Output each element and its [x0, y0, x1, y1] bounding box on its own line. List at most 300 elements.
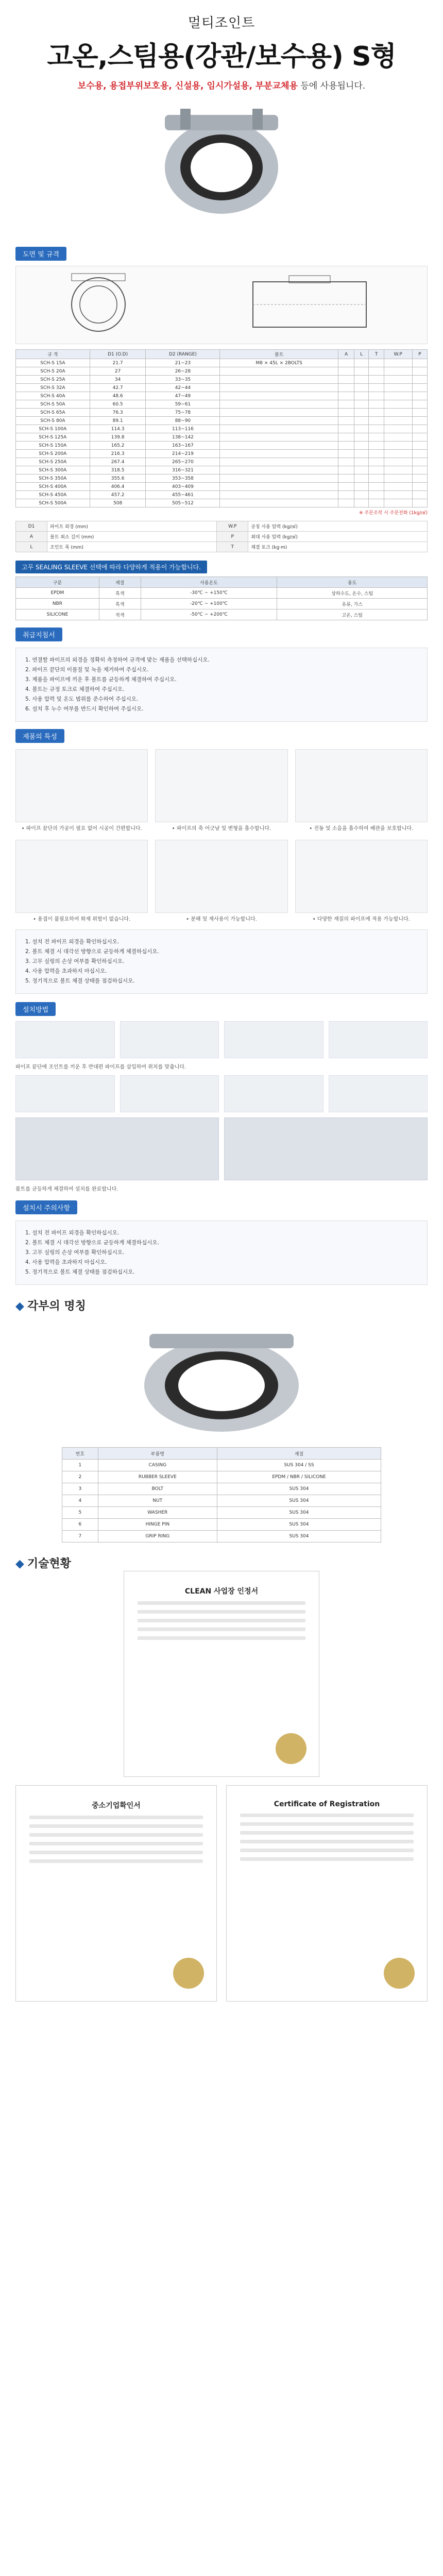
table-cell [354, 466, 369, 474]
table-cell [338, 483, 354, 491]
table-cell: 47~49 [146, 392, 220, 400]
install-step-7 [224, 1075, 323, 1112]
table-cell: SILICONE [16, 609, 99, 620]
table-cell: SCH-S 500A [16, 499, 90, 507]
install-caption-2: 볼트를 균등하게 체결하여 설치를 완료합니다. [15, 1187, 118, 1192]
table-row [62, 1460, 381, 1471]
table-cell: 265~270 [146, 458, 220, 466]
list-item: 2. 볼트 체결 시 대각선 방향으로 균등하게 체결하십시오. [25, 1240, 159, 1246]
table-cell: NBR [16, 599, 99, 609]
table-header: A [338, 350, 354, 359]
table-cell [220, 442, 338, 450]
table-row [16, 376, 428, 384]
table-cell [384, 466, 412, 474]
table-cell [220, 417, 338, 425]
feature-caption: • 진동 및 소음을 흡수하여 배관을 보호합니다. [309, 826, 414, 832]
table-cell [412, 367, 427, 376]
table-cell: GRIP RING [98, 1531, 217, 1543]
table-cell [384, 400, 412, 409]
install-caption: 파이프 끝단에 조인트를 끼운 후 반대편 파이프를 삽입하여 위치를 맞춥니다. [15, 1064, 186, 1070]
sealing-table [15, 577, 428, 620]
table-cell [220, 409, 338, 417]
table-cell [412, 425, 427, 433]
cert-sme [15, 1785, 217, 2002]
table-cell: 163~167 [146, 442, 220, 450]
table-cell: 316~321 [146, 466, 220, 474]
cert-grid [15, 1785, 428, 2002]
install-step-1 [15, 1021, 115, 1058]
table-cell: -30℃ ~ +150℃ [141, 588, 277, 599]
table-cell: 26~28 [146, 367, 220, 376]
table-cell [369, 433, 384, 442]
list-item: 6. 설치 후 누수 여부를 반드시 확인하여 주십시오. [25, 706, 144, 712]
table-header: P [412, 350, 427, 359]
table-cell [369, 483, 384, 491]
section-spec: 도면 및 규격 [15, 247, 66, 261]
list-item: 1. 설치 전 파이프 외경을 확인하십시오. [25, 1230, 120, 1236]
table-cell [412, 466, 427, 474]
table-row [62, 1507, 381, 1519]
table-cell [412, 400, 427, 409]
table-cell: SUS 304 [217, 1483, 381, 1495]
product-title: 고온,스팀용(강관/보수용) S형 [47, 41, 396, 72]
table-cell: 3 [62, 1483, 98, 1495]
table-cell [220, 458, 338, 466]
table-cell: 139.8 [90, 433, 146, 442]
table-cell [354, 400, 369, 409]
table-cell: SCH-S 400A [16, 483, 90, 491]
spec-table [15, 349, 428, 507]
table-header: D2 (RANGE) [146, 350, 220, 359]
table-row [16, 609, 428, 620]
table-header: 볼트 [220, 350, 338, 359]
table-cell [220, 499, 338, 507]
table-cell: SCH-S 20A [16, 367, 90, 376]
table-cell [338, 425, 354, 433]
table-cell [338, 442, 354, 450]
feature-image [295, 749, 428, 822]
table-row [16, 499, 428, 507]
table-cell: SCH-S 50A [16, 400, 90, 409]
table-cell [369, 458, 384, 466]
table-cell [369, 359, 384, 367]
table-cell: 34 [90, 376, 146, 384]
install-step-2 [120, 1021, 219, 1058]
table-cell: HINGE PIN [98, 1519, 217, 1531]
table-cell: SCH-S 100A [16, 425, 90, 433]
list-item: 4. 사용 압력을 초과하지 마십시오. [25, 968, 107, 974]
feature-card [155, 749, 287, 833]
table-row [62, 1519, 381, 1531]
table-cell: 유류, 가스 [277, 599, 428, 609]
legend-row [16, 532, 428, 542]
cert-clean [124, 1571, 319, 1777]
parts-table [62, 1447, 381, 1543]
feature-image [15, 840, 148, 913]
table-cell [369, 400, 384, 409]
install-step-8 [329, 1075, 428, 1112]
table-cell [369, 417, 384, 425]
table-cell: 508 [90, 499, 146, 507]
table-row [62, 1471, 381, 1483]
table-row [16, 466, 428, 474]
table-cell [369, 442, 384, 450]
section-usage-notes: 취급지침서 [15, 628, 62, 641]
table-row [16, 458, 428, 466]
table-cell [384, 367, 412, 376]
table-cell: SCH-S 125A [16, 433, 90, 442]
table-row [16, 417, 428, 425]
table-header: 용도 [277, 577, 428, 588]
section-precautions: 설치시 주의사항 [15, 1200, 77, 1214]
table-cell [369, 376, 384, 384]
legend-cell: 공칭 사용 압력 (kg/㎠) [248, 521, 428, 532]
list-item: 4. 사용 압력을 초과하지 마십시오. [25, 1259, 107, 1265]
product-tagline [0, 78, 443, 91]
table-cell: SCH-S 25A [16, 376, 90, 384]
bullet-icon: ◆ [15, 1300, 24, 1313]
table-cell [220, 491, 338, 499]
table-row [62, 1483, 381, 1495]
notes-list [15, 929, 428, 994]
table-cell: 4 [62, 1495, 98, 1507]
feature-image [155, 749, 287, 822]
table-header: 번호 [62, 1448, 98, 1460]
table-row [16, 450, 428, 458]
table-cell: 6 [62, 1519, 98, 1531]
table-cell [354, 367, 369, 376]
table-cell: 138~142 [146, 433, 220, 442]
table-cell [354, 359, 369, 367]
feature-caption: • 파이프의 축 어긋남 및 변형을 흡수합니다. [172, 826, 271, 832]
install-photo-2 [224, 1117, 428, 1180]
install-strip-2 [15, 1075, 428, 1112]
table-row [16, 474, 428, 483]
hero [0, 0, 443, 240]
table-cell: 고온, 스팀 [277, 609, 428, 620]
table-cell [354, 417, 369, 425]
table-cell [354, 458, 369, 466]
table-row [16, 359, 428, 367]
table-row [16, 400, 428, 409]
table-cell [369, 392, 384, 400]
table-cell [384, 491, 412, 499]
table-header: 재질 [99, 577, 141, 588]
table-header: 규 격 [16, 350, 90, 359]
cert-title: 중소기업확인서 [92, 1802, 141, 1810]
legend-cell: 체결 토크 (kg·m) [248, 542, 428, 552]
table-cell [369, 466, 384, 474]
features-grid [15, 749, 428, 923]
table-cell: RUBBER SLEEVE [98, 1471, 217, 1483]
table-cell [338, 384, 354, 392]
table-cell [412, 442, 427, 450]
feature-image [155, 840, 287, 913]
table-cell [220, 483, 338, 491]
table-cell [412, 433, 427, 442]
list-item: 2. 파이프 끝단의 이물질 및 녹을 제거하여 주십시오. [25, 667, 149, 673]
table-cell [338, 400, 354, 409]
table-cell [338, 433, 354, 442]
feature-caption: • 파이프 끝단의 가공이 필요 없어 시공이 간편합니다. [21, 826, 142, 832]
table-cell: SCH-S 150A [16, 442, 90, 450]
table-cell [369, 491, 384, 499]
list-item: 5. 정기적으로 볼트 체결 상태를 점검하십시오. [25, 978, 135, 984]
table-cell [412, 384, 427, 392]
table-cell [338, 458, 354, 466]
feature-card [155, 840, 287, 923]
table-row [16, 491, 428, 499]
list-item: 5. 사용 압력 및 온도 범위를 준수하여 주십시오. [25, 696, 139, 702]
cert-title: Certificate of Registration [274, 1800, 380, 1808]
table-cell: 214~219 [146, 450, 220, 458]
table-cell [384, 409, 412, 417]
dimension-drawing [15, 266, 428, 344]
table-row [62, 1531, 381, 1543]
tagline-uses: 보수용, 용접부위보호용, 신설용, 임시가설용, 부분교체용 [77, 81, 298, 91]
table-cell: 89.1 [90, 417, 146, 425]
install-photos [15, 1117, 428, 1180]
table-cell: SUS 304 / SS [217, 1460, 381, 1471]
install-section [15, 1002, 428, 1192]
table-cell [354, 491, 369, 499]
table-cell [384, 392, 412, 400]
product-image [149, 100, 294, 229]
table-cell: SCH-S 200A [16, 450, 90, 458]
table-cell: SCH-S 300A [16, 466, 90, 474]
usage-notes-list [15, 648, 428, 722]
table-cell [384, 433, 412, 442]
table-cell [338, 392, 354, 400]
table-cell: 48.6 [90, 392, 146, 400]
table-cell [354, 433, 369, 442]
table-cell [338, 359, 354, 367]
table-header: D1 (O.D) [90, 350, 146, 359]
table-cell [369, 450, 384, 458]
table-cell [412, 376, 427, 384]
table-cell: SUS 304 [217, 1531, 381, 1543]
table-row [16, 442, 428, 450]
table-cell: SCH-S 250A [16, 458, 90, 466]
table-cell [369, 425, 384, 433]
install-photo-1 [15, 1117, 219, 1180]
table-cell [354, 450, 369, 458]
table-row [16, 588, 428, 599]
list-item: 1. 설치 전 파이프 외경을 확인하십시오. [25, 939, 120, 945]
feature-card [295, 840, 428, 923]
table-cell: -20℃ ~ +100℃ [141, 599, 277, 609]
table-cell: 165.2 [90, 442, 146, 450]
table-cell [220, 474, 338, 483]
list-item: 5. 정기적으로 볼트 체결 상태를 점검하십시오. [25, 1269, 135, 1275]
table-cell [384, 376, 412, 384]
table-cell: 406.4 [90, 483, 146, 491]
table-cell: 5 [62, 1507, 98, 1519]
table-header: T [369, 350, 384, 359]
legend-cell: 파이프 외경 (mm) [47, 521, 217, 532]
table-cell [220, 450, 338, 458]
table-row [16, 367, 428, 376]
feature-caption: • 다양한 재질의 파이프에 적용 가능합니다. [312, 917, 410, 922]
legend-cell: 조인트 폭 (mm) [47, 542, 217, 552]
legend-cell: P [217, 532, 248, 542]
table-cell [354, 376, 369, 384]
feature-caption: • 분해 및 재사용이 가능합니다. [186, 917, 257, 922]
table-cell [338, 417, 354, 425]
table-cell: 33~35 [146, 376, 220, 384]
section-features: 제품의 특성 [15, 729, 64, 743]
drawing-svg [16, 266, 427, 343]
table-cell: 75~78 [146, 409, 220, 417]
tech-title: 기술현황 [27, 1557, 71, 1570]
table-cell: SUS 304 [217, 1519, 381, 1531]
table-cell: 27 [90, 367, 146, 376]
table-cell [354, 483, 369, 491]
table-cell: 21.7 [90, 359, 146, 367]
table-cell: 216.3 [90, 450, 146, 458]
table-cell [412, 499, 427, 507]
table-header: 재질 [217, 1448, 381, 1460]
legend-cell: A [16, 532, 47, 542]
table-cell: 42.7 [90, 384, 146, 392]
table-cell [220, 376, 338, 384]
table-row [16, 483, 428, 491]
legend-cell: 볼트 최소 길이 (mm) [47, 532, 217, 542]
table-cell [369, 499, 384, 507]
table-cell [338, 409, 354, 417]
table-cell: 76.3 [90, 409, 146, 417]
table-cell: SUS 304 [217, 1507, 381, 1519]
tagline-tail: 등에 사용됩니다. [298, 81, 366, 91]
section-sealing: 고무 SEALING SLEEVE 선택에 따라 다양하게 적용이 가능합니다. [15, 561, 207, 573]
table-cell: SCH-S 450A [16, 491, 90, 499]
table-cell [354, 384, 369, 392]
table-header: 부품명 [98, 1448, 217, 1460]
install-step-3 [224, 1021, 323, 1058]
table-cell: SCH-S 15A [16, 359, 90, 367]
table-cell: 7 [62, 1531, 98, 1543]
table-cell: SUS 304 [217, 1495, 381, 1507]
table-cell: SCH-S 32A [16, 384, 90, 392]
table-cell: 2 [62, 1471, 98, 1483]
table-cell: WASHER [98, 1507, 217, 1519]
parts-svg [93, 1318, 350, 1442]
install-step-6 [120, 1075, 219, 1112]
table-row [16, 392, 428, 400]
tech-heading [15, 1555, 428, 1571]
legend-cell: L [16, 542, 47, 552]
table-cell [220, 400, 338, 409]
table-cell: CASING [98, 1460, 217, 1471]
table-cell [384, 474, 412, 483]
table-cell: M8 × 45L × 2BOLTS [220, 359, 338, 367]
table-cell [369, 409, 384, 417]
table-cell: 흑색 [99, 599, 141, 609]
list-item: 2. 볼트 체결 시 대각선 방향으로 균등하게 체결하십시오. [25, 948, 159, 955]
table-cell [220, 466, 338, 474]
precautions-list [15, 1221, 428, 1285]
table-cell [384, 384, 412, 392]
coupling-illustration [149, 100, 294, 229]
table-cell [412, 359, 427, 367]
table-cell: 455~461 [146, 491, 220, 499]
table-cell: 267.4 [90, 458, 146, 466]
table-cell [220, 425, 338, 433]
table-cell [220, 433, 338, 442]
table-cell: SCH-S 40A [16, 392, 90, 400]
table-cell [338, 466, 354, 474]
list-item: 1. 연결할 파이프의 외경을 정확히 측정하여 규격에 맞는 제품을 선택하십시오. [25, 657, 210, 663]
table-cell: SCH-S 350A [16, 474, 90, 483]
feature-card [295, 749, 428, 833]
product-subtitle: 멀티조인트 [188, 15, 255, 31]
table-cell [338, 450, 354, 458]
table-cell: 1 [62, 1460, 98, 1471]
legend-cell: T [217, 542, 248, 552]
table-cell: SCH-S 80A [16, 417, 90, 425]
table-header: L [354, 350, 369, 359]
table-cell [338, 499, 354, 507]
table-cell [384, 442, 412, 450]
table-cell: 318.5 [90, 466, 146, 474]
table-header: 구분 [16, 577, 99, 588]
table-row [16, 599, 428, 609]
table-cell: 403~409 [146, 483, 220, 491]
table-cell: 21~23 [146, 359, 220, 367]
table-cell [412, 409, 427, 417]
bullet-icon: ◆ [15, 1557, 24, 1570]
table-cell [354, 409, 369, 417]
table-cell: 42~44 [146, 384, 220, 392]
table-cell [412, 483, 427, 491]
cert-iso [226, 1785, 428, 2002]
table-cell: 355.6 [90, 474, 146, 483]
seal-icon [173, 1958, 204, 1989]
table-cell: -50℃ ~ +200℃ [141, 609, 277, 620]
section-install: 설치방법 [15, 1002, 56, 1016]
table-cell [369, 474, 384, 483]
table-cell: 114.3 [90, 425, 146, 433]
install-strip-1 [15, 1021, 428, 1058]
legend-row [16, 521, 428, 532]
table-header: 사용온도 [141, 577, 277, 588]
feature-card [15, 840, 148, 923]
table-cell [220, 392, 338, 400]
table-cell [354, 499, 369, 507]
table-cell: 59~61 [146, 400, 220, 409]
table-cell [412, 491, 427, 499]
parts-title: 각부의 명칭 [27, 1300, 86, 1313]
list-item: 3. 고무 실링의 손상 여부를 확인하십시오. [25, 1249, 125, 1256]
table-cell [412, 458, 427, 466]
table-cell: 적색 [99, 609, 141, 620]
table-cell [354, 392, 369, 400]
table-header: W.P [384, 350, 412, 359]
table-cell: NUT [98, 1495, 217, 1507]
table-cell: EPDM [16, 588, 99, 599]
table-cell: SCH-S 65A [16, 409, 90, 417]
table-cell [369, 367, 384, 376]
table-cell [220, 384, 338, 392]
table-cell [338, 376, 354, 384]
table-cell [338, 474, 354, 483]
legend-cell: D1 [16, 521, 47, 532]
table-cell: 88~90 [146, 417, 220, 425]
install-step-5 [15, 1075, 115, 1112]
table-cell [384, 499, 412, 507]
table-cell [384, 425, 412, 433]
table-cell: 상하수도, 온수, 스팀 [277, 588, 428, 599]
